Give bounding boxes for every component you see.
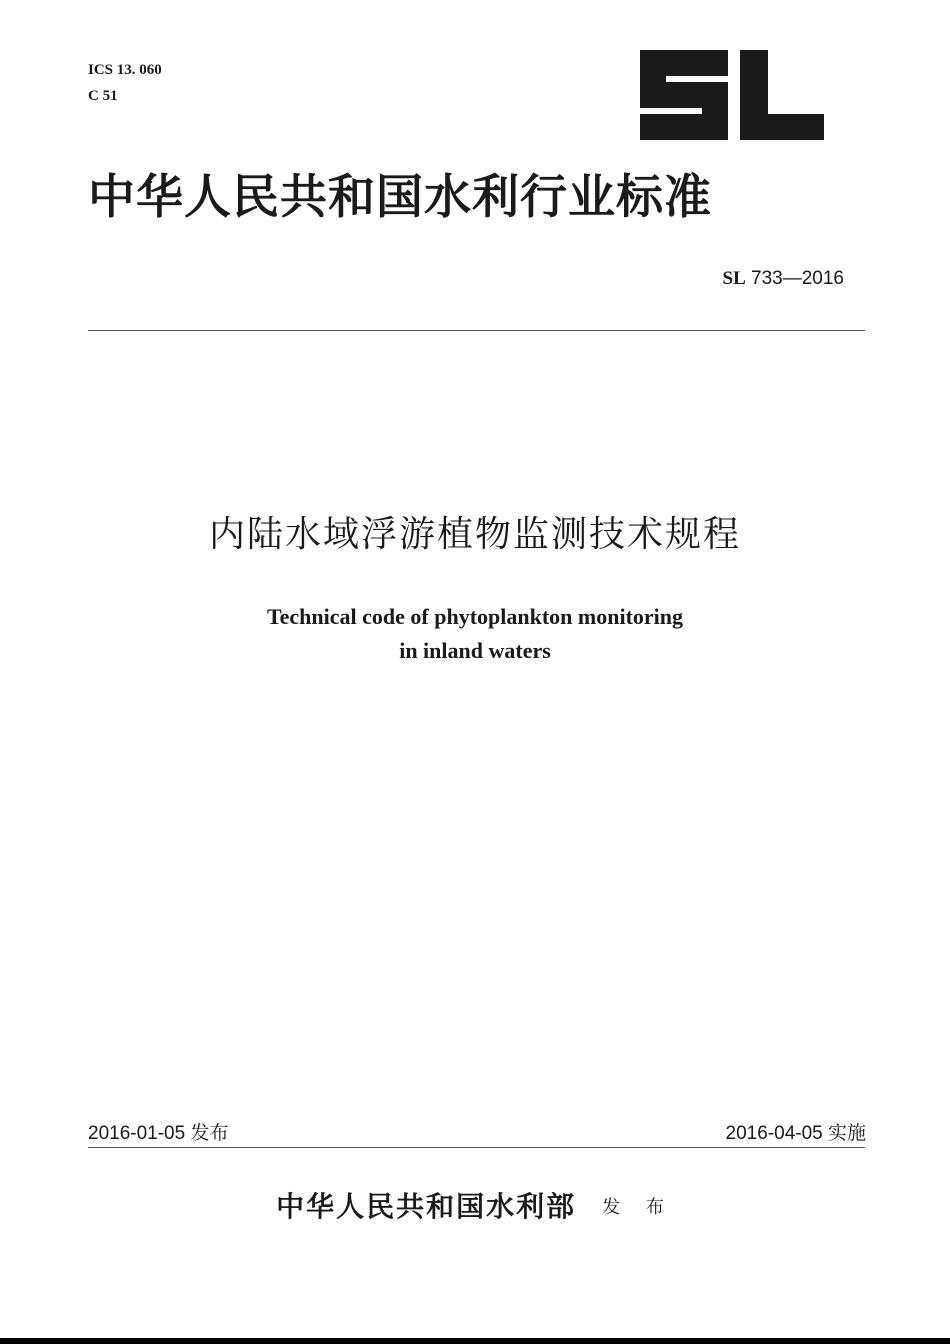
implementation-date: 2016-04-05 实施 xyxy=(725,1123,866,1144)
ccs-code: C 51 xyxy=(88,88,118,104)
sl-logo xyxy=(640,50,824,140)
english-title xyxy=(0,600,950,668)
bottom-divider xyxy=(88,1147,865,1148)
issuer-name: 中华人民共和国水利部 xyxy=(276,1190,577,1223)
standard-number-prefix: SL xyxy=(722,268,746,289)
standard-number-code: 733—2016 xyxy=(751,268,844,289)
release-date: 2016-01-05 发布 xyxy=(88,1123,229,1144)
chinese-title: 内陆水域浮游植物监测技术规程 xyxy=(208,514,741,555)
english-title-line-1: Technical code of phytoplankton monitoring xyxy=(266,604,684,629)
bottom-edge-bar xyxy=(0,1338,950,1344)
ics-code: ICS 13. 060 xyxy=(88,62,162,78)
standard-category-title: 中华人民共和国水利行业标准 xyxy=(88,170,712,225)
classification-codes xyxy=(88,57,162,109)
issuer xyxy=(0,1185,950,1225)
standard-number xyxy=(723,268,845,290)
issuer-suffix: 发 布 xyxy=(602,1197,674,1218)
top-divider xyxy=(88,330,865,331)
english-title-line-2: in inland waters xyxy=(399,638,551,663)
